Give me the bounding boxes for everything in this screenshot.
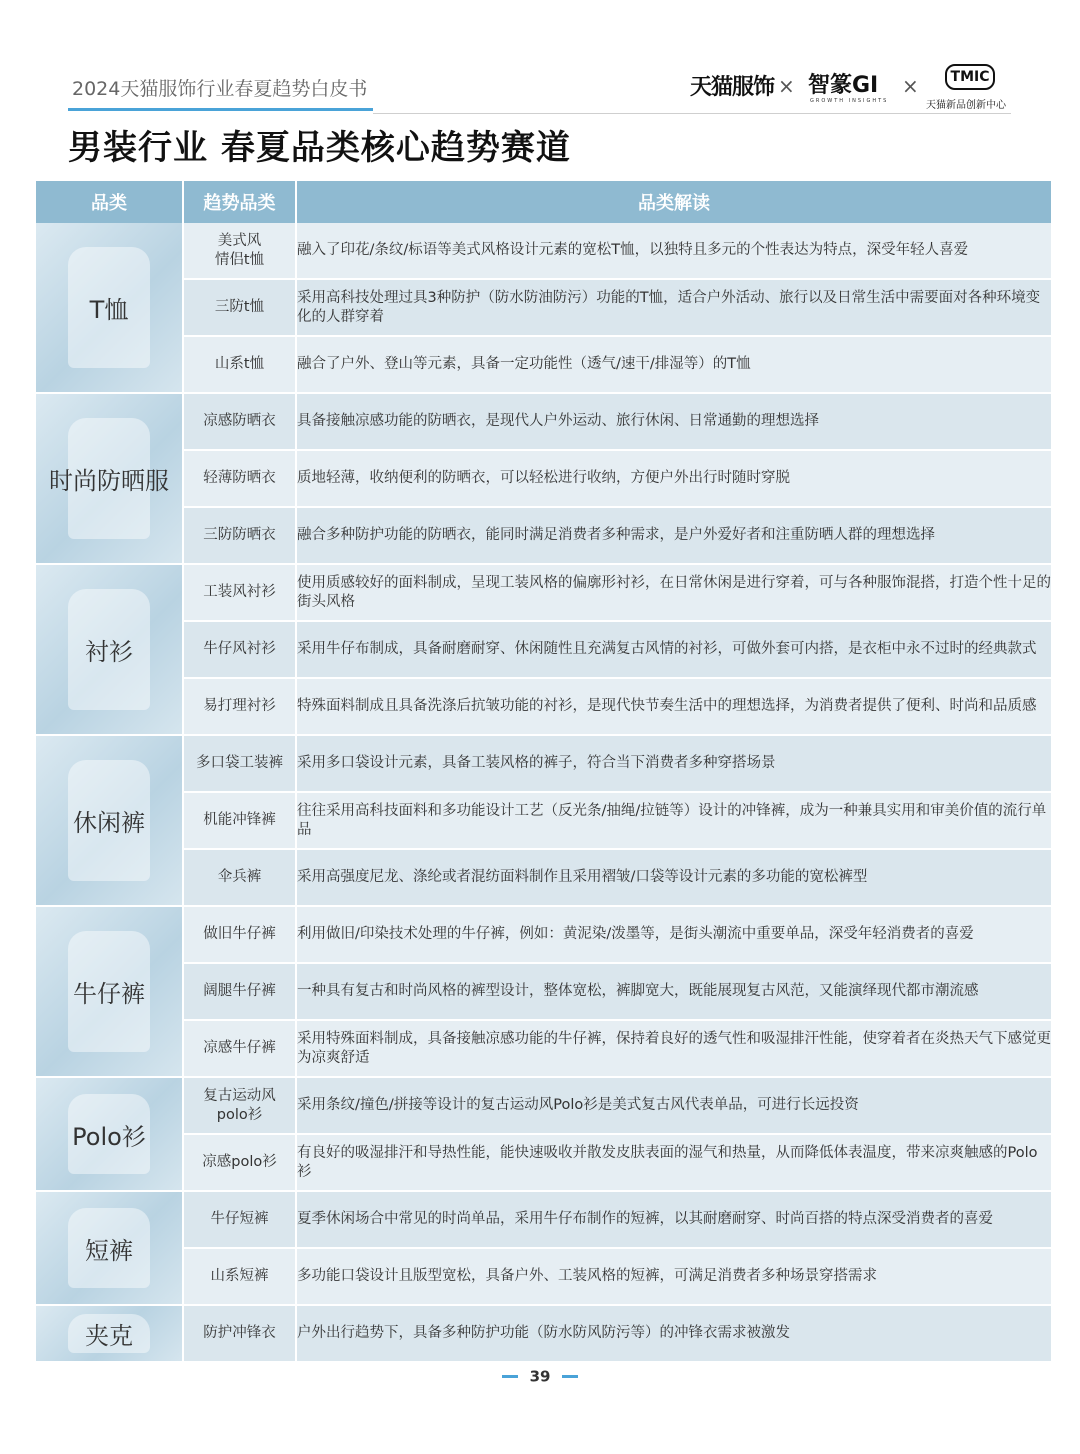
column-header-category: 品类 bbox=[36, 181, 183, 223]
category-name: 休闲裤 bbox=[73, 809, 145, 837]
category-name: 夹克 bbox=[85, 1322, 133, 1350]
interpretation-cell: 特殊面料制成且具备洗涤后抗皱功能的衬衫，是现代快节奏生活中的理想选择，为消费者提供了便利、时尚和品质感 bbox=[296, 678, 1051, 735]
trend-category-cell: 牛仔短裤 bbox=[183, 1191, 296, 1248]
trend-category-cell: 三防防晒衣 bbox=[183, 507, 296, 564]
trend-category-cell: 机能冲锋裤 bbox=[183, 792, 296, 849]
trend-category-cell: 做旧牛仔裤 bbox=[183, 906, 296, 963]
interpretation-cell: 采用特殊面料制成，具备接触凉感功能的牛仔裤，保持着良好的透气性和吸湿排汗性能，使穿着者在炎热天气下感觉更为凉爽舒适 bbox=[296, 1020, 1051, 1077]
trend-category-cell: 山系短裤 bbox=[183, 1248, 296, 1305]
table-row bbox=[36, 678, 1051, 735]
interpretation-cell: 一种具有复古和时尚风格的裤型设计，整体宽松，裤脚宽大，既能展现复古风范，又能演绎现代都市潮流感 bbox=[296, 963, 1051, 1020]
table-row bbox=[36, 1305, 1051, 1362]
interpretation-cell: 多功能口袋设计且版型宽松，具备户外、工装风格的短裤，可满足消费者多种场景穿搭需求 bbox=[296, 1248, 1051, 1305]
table-row bbox=[36, 223, 1051, 279]
category-name: T恤 bbox=[89, 296, 129, 324]
table-row bbox=[36, 1248, 1051, 1305]
interpretation-cell: 采用牛仔布制成，具备耐磨耐穿、休闲随性且充满复古风情的衬衫，可做外套可内搭，是衣柜中永不过时的经典款式 bbox=[296, 621, 1051, 678]
category-name: 短裤 bbox=[85, 1236, 133, 1265]
interpretation-cell: 融合多种防护功能的防晒衣，能同时满足消费者多种需求，是户外爱好者和注重防晒人群的理想选择 bbox=[296, 507, 1051, 564]
table-row bbox=[36, 507, 1051, 564]
table-header-row bbox=[36, 181, 1051, 223]
trend-category-cell: 三防t恤 bbox=[183, 279, 296, 336]
category-name: Polo衫 bbox=[72, 1122, 146, 1151]
category-cell bbox=[36, 393, 183, 564]
interpretation-cell: 夏季休闲场合中常见的时尚单品，采用牛仔布制作的短裤，以其耐磨耐穿、时尚百搭的特点深受消费者的喜爱 bbox=[296, 1191, 1051, 1248]
trend-category-cell: 阔腿牛仔裤 bbox=[183, 963, 296, 1020]
table-row bbox=[36, 450, 1051, 507]
table-row bbox=[36, 849, 1051, 906]
table-row bbox=[36, 735, 1051, 792]
interpretation-cell: 有良好的吸湿排汗和导热性能，能快速吸收并散发皮肤表面的湿气和热量，从而降低体表温度，带来凉爽触感的Polo衫 bbox=[296, 1134, 1051, 1191]
table-row bbox=[36, 1191, 1051, 1248]
title-underline bbox=[68, 108, 373, 111]
interpretation-cell: 往往采用高科技面料和多功能设计工艺（反光条/抽绳/拉链等）设计的冲锋裤，成为一种兼具实用和审美价值的流行单品 bbox=[296, 792, 1051, 849]
trend-category-cell: 多口袋工装裤 bbox=[183, 735, 296, 792]
interpretation-cell: 户外出行趋势下，具备多种防护功能（防水防风防污等）的冲锋衣需求被激发 bbox=[296, 1305, 1051, 1362]
zhizhuan-logo-subtitle: GROWTH INSIGHTS bbox=[810, 98, 889, 104]
interpretation-cell: 具备接触凉感功能的防晒衣，是现代人户外运动、旅行休闲、日常通勤的理想选择 bbox=[296, 393, 1051, 450]
table-row bbox=[36, 1077, 1051, 1134]
interpretation-cell: 采用高科技处理过具3种防护（防水防油防污）功能的T恤，适合户外活动、旅行以及日常生活中需要面对各种环境变化的人群穿着 bbox=[296, 279, 1051, 336]
partner-logos bbox=[690, 60, 1020, 110]
trend-category-cell: 复古运动风 polo衫 bbox=[183, 1077, 296, 1134]
page-number: 39 bbox=[529, 1367, 551, 1386]
category-cell bbox=[36, 906, 183, 1077]
trend-category-cell: 牛仔风衬衫 bbox=[183, 621, 296, 678]
category-cell bbox=[36, 1305, 183, 1362]
interpretation-cell: 使用质感较好的面料制成，呈现工装风格的偏廓形衬衫，在日常休闲是进行穿着，可与各种服饰混搭，打造个性十足的街头风格 bbox=[296, 564, 1051, 621]
trend-category-cell: 轻薄防晒衣 bbox=[183, 450, 296, 507]
trend-category-cell: 工装风衬衫 bbox=[183, 564, 296, 621]
interpretation-cell: 采用多口袋设计元素，具备工装风格的裤子，符合当下消费者多种穿搭场景 bbox=[296, 735, 1051, 792]
report-title: 2024天猫服饰行业春夏趋势白皮书 bbox=[72, 78, 368, 100]
page-title: 男装行业 春夏品类核心趋势赛道 bbox=[68, 128, 571, 168]
category-cell bbox=[36, 223, 183, 393]
tmic-logo: TMIC bbox=[945, 64, 995, 90]
category-cell bbox=[36, 564, 183, 735]
table-row bbox=[36, 336, 1051, 393]
tmall-fashion-logo: 天猫服饰 bbox=[690, 75, 775, 100]
interpretation-cell: 利用做旧/印染技术处理的牛仔裤，例如：黄泥染/泼墨等，是街头潮流中重要单品，深受年轻消费者的喜爱 bbox=[296, 906, 1051, 963]
trend-category-cell: 凉感polo衫 bbox=[183, 1134, 296, 1191]
column-header-trend-category: 趋势品类 bbox=[183, 181, 296, 223]
table-row bbox=[36, 393, 1051, 450]
trend-category-cell: 山系t恤 bbox=[183, 336, 296, 393]
category-cell bbox=[36, 1191, 183, 1305]
interpretation-cell: 质地轻薄，收纳便利的防晒衣，可以轻松进行收纳，方便户外出行时随时穿脱 bbox=[296, 450, 1051, 507]
footer-dash-right bbox=[562, 1375, 578, 1378]
trend-table bbox=[36, 181, 1051, 1363]
header-rule bbox=[373, 113, 1011, 114]
trend-table-body bbox=[36, 223, 1051, 1362]
table-row bbox=[36, 564, 1051, 621]
interpretation-cell: 融合了户外、登山等元素，具备一定功能性（透气/速干/排湿等）的T恤 bbox=[296, 336, 1051, 393]
tmic-logo-subtitle: 天猫新品创新中心 bbox=[926, 100, 1006, 111]
page-footer bbox=[0, 1366, 1080, 1386]
table-row bbox=[36, 906, 1051, 963]
interpretation-cell: 采用条纹/撞色/拼接等设计的复古运动风Polo衫是美式复古风代表单品，可进行长远投资 bbox=[296, 1077, 1051, 1134]
logo-separator: × bbox=[902, 74, 919, 98]
interpretation-cell: 融入了印花/条纹/标语等美式风格设计元素的宽松T恤，以独特且多元的个性表达为特点，深受年轻人喜爱 bbox=[296, 223, 1051, 279]
trend-category-cell: 凉感防晒衣 bbox=[183, 393, 296, 450]
category-cell bbox=[36, 1077, 183, 1191]
trend-category-cell: 伞兵裤 bbox=[183, 849, 296, 906]
category-name: 牛仔裤 bbox=[73, 980, 145, 1008]
logo-separator: × bbox=[778, 74, 795, 98]
table-row bbox=[36, 1020, 1051, 1077]
category-cell bbox=[36, 735, 183, 906]
table-row bbox=[36, 1134, 1051, 1191]
trend-category-cell: 易打理衬衫 bbox=[183, 678, 296, 735]
trend-category-cell: 凉感牛仔裤 bbox=[183, 1020, 296, 1077]
category-name: 时尚防晒服 bbox=[49, 467, 169, 495]
table-row bbox=[36, 621, 1051, 678]
table-row bbox=[36, 792, 1051, 849]
trend-category-cell: 美式风 情侣t恤 bbox=[183, 223, 296, 279]
column-header-interpretation: 品类解读 bbox=[296, 181, 1051, 223]
table-row bbox=[36, 963, 1051, 1020]
trend-category-cell: 防护冲锋衣 bbox=[183, 1305, 296, 1362]
category-name: 衬衫 bbox=[85, 638, 133, 666]
footer-dash-left bbox=[502, 1375, 518, 1378]
table-row bbox=[36, 279, 1051, 336]
interpretation-cell: 采用高强度尼龙、涤纶或者混纺面料制作且采用褶皱/口袋等设计元素的多功能的宽松裤型 bbox=[296, 849, 1051, 906]
zhizhuan-logo: 智篆GI bbox=[808, 73, 879, 98]
